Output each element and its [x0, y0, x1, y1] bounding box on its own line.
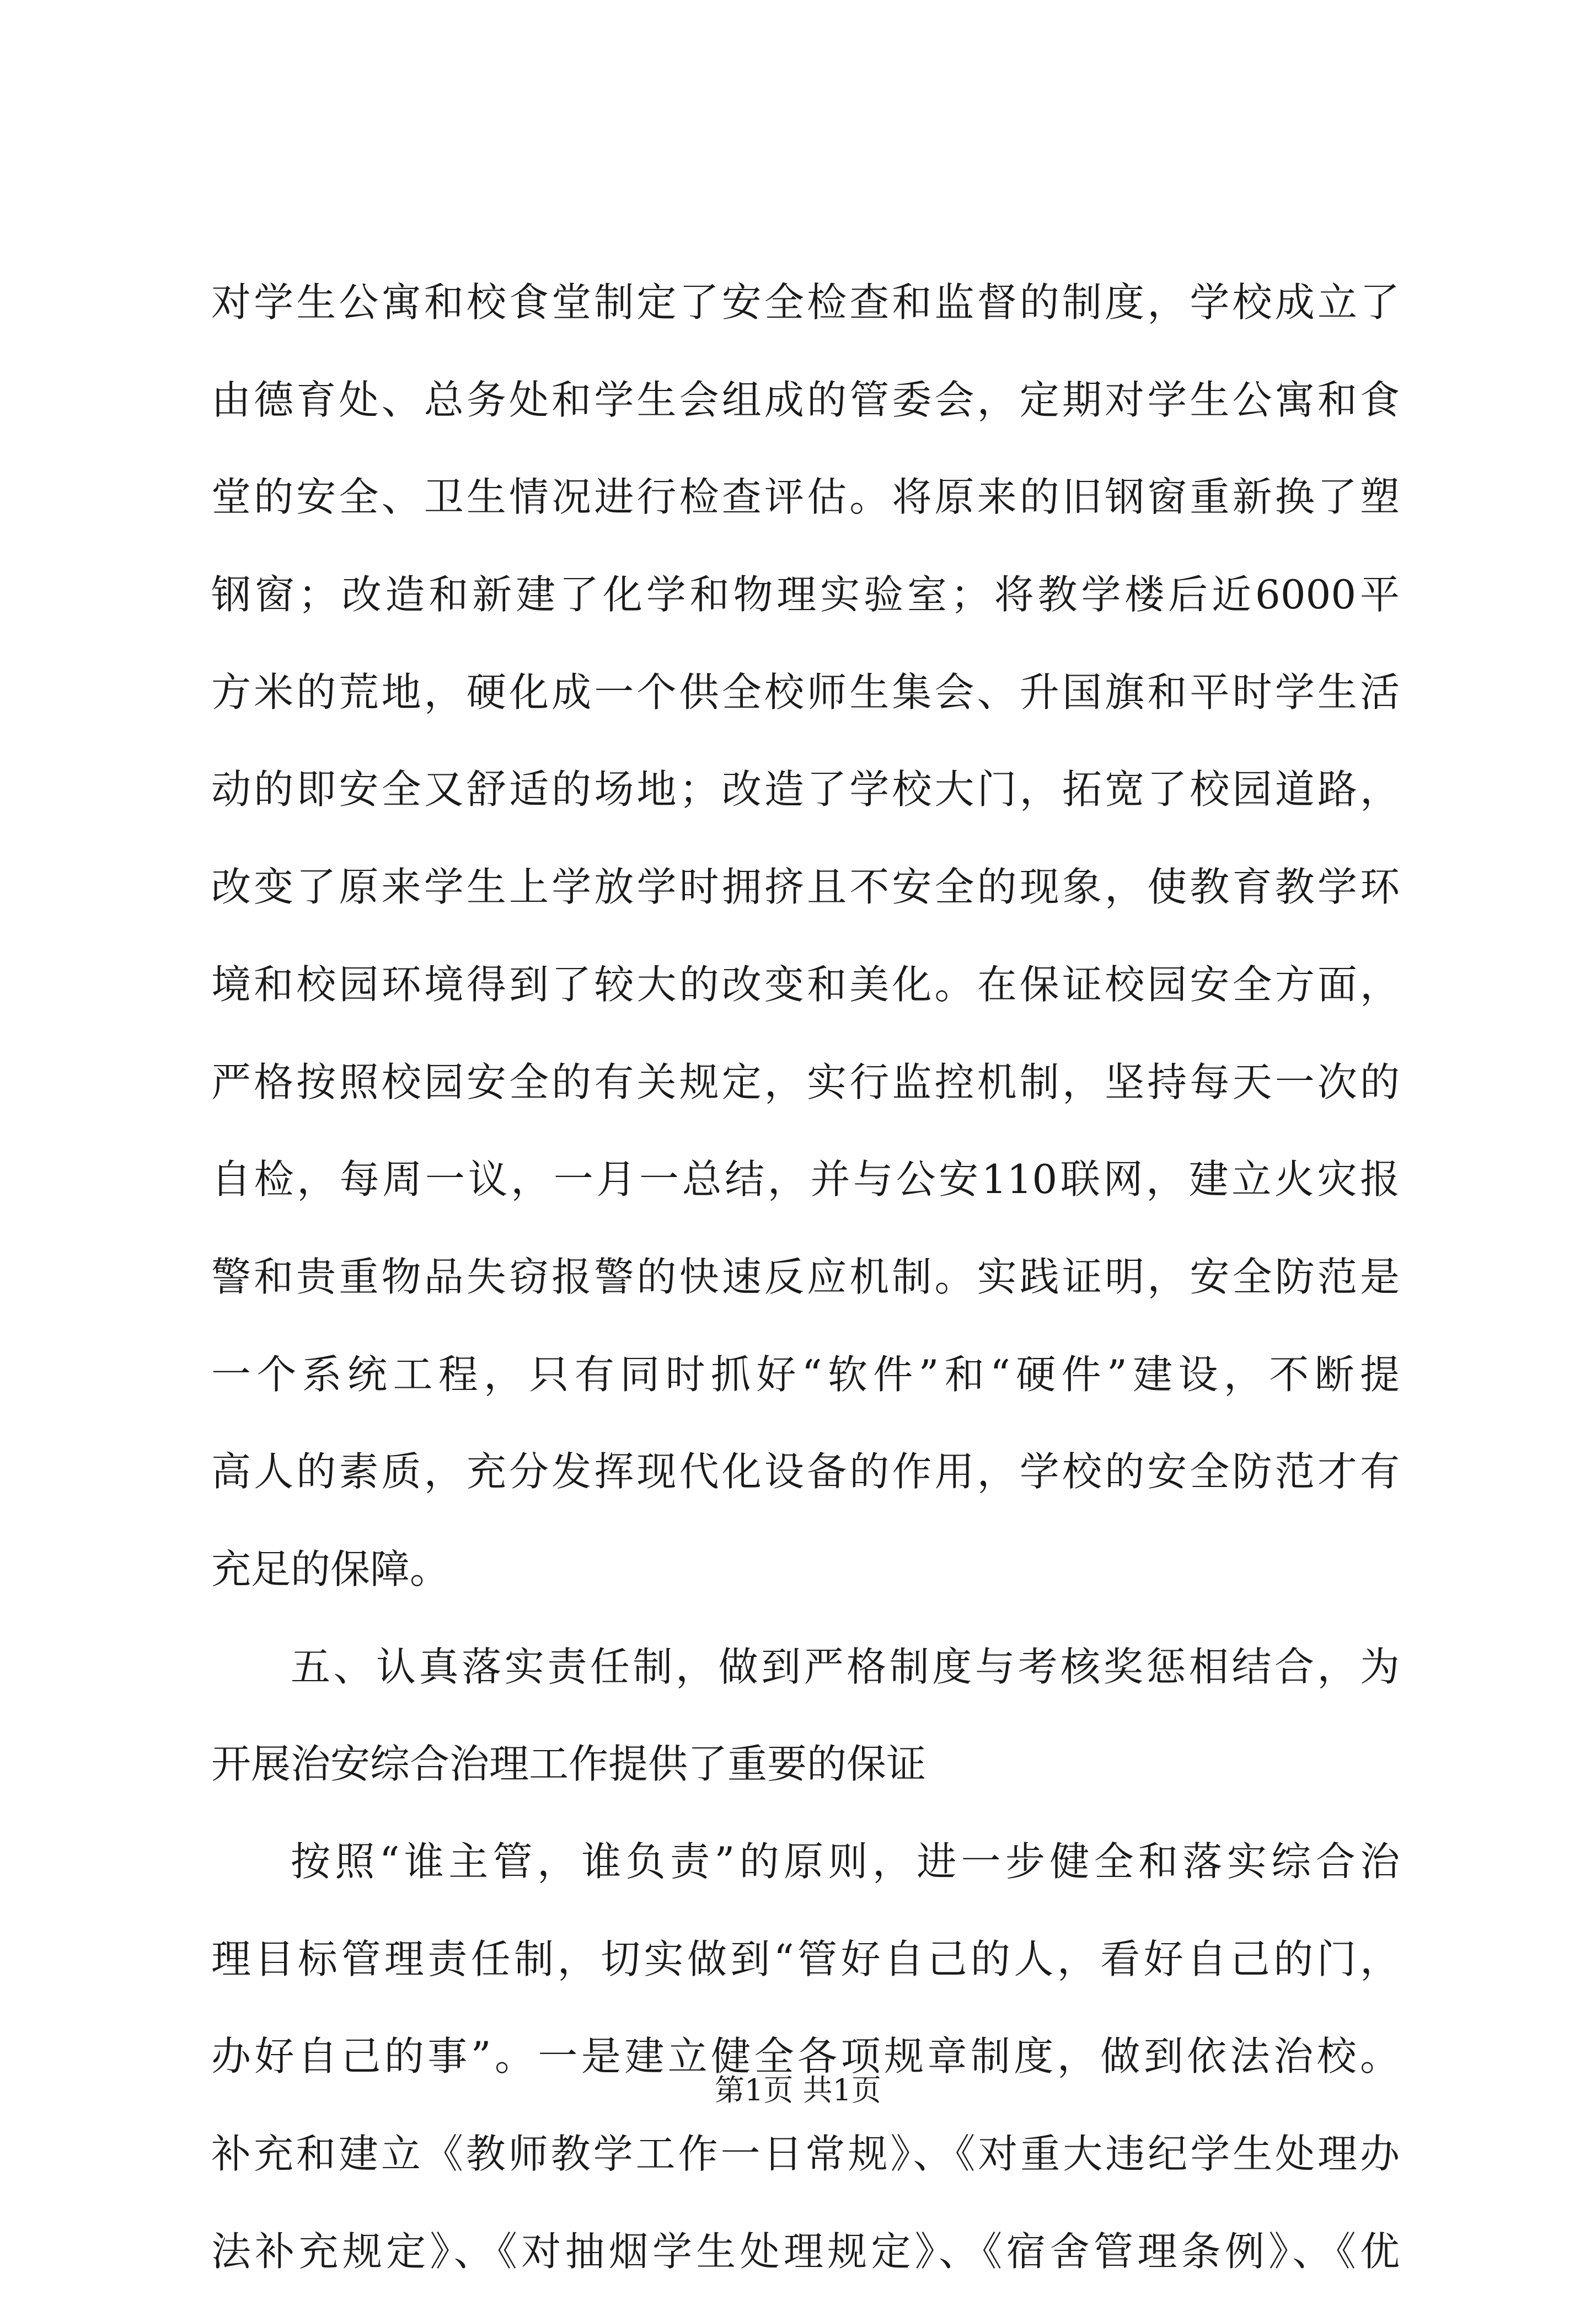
- body-line: 由德育处、总务处和学生会组成的管委会，定期对学生公寓和食: [211, 376, 1400, 423]
- section-heading-line: 开展治安综合治理工作提供了重要的保证: [211, 1741, 926, 1788]
- document-body: [211, 254, 1400, 2300]
- body-line: 自检，每周一议，一月一总结，并与公安110联网，建立火灾报: [211, 1156, 1400, 1203]
- section-heading-line: 五、认真落实责任制，做到严格制度与考核奖惩相结合，为: [291, 1643, 1400, 1690]
- body-line: 钢窗；改造和新建了化学和物理实验室；将教学楼后近6000平: [211, 571, 1400, 618]
- body-line: 严格按照校园安全的有关规定，实行监控机制，坚持每天一次的: [211, 1058, 1400, 1105]
- body-line: 对学生公寓和校食堂制定了安全检查和监督的制度，学校成立了: [211, 279, 1400, 325]
- body-line: 高人的素质，充分发挥现代化设备的作用，学校的安全防范才有: [211, 1448, 1400, 1495]
- body-line: 警和贵重物品失窃报警的快速反应机制。实践证明，安全防范是: [211, 1253, 1400, 1300]
- body-line: 补充和建立《教师教学工作一日常规》、《对重大违纪学生处理办: [211, 2131, 1400, 2178]
- body-line: 理目标管理责任制，切实做到“管好自己的人，看好自己的门，: [211, 1935, 1400, 1982]
- body-line: 充足的保障。: [211, 1545, 450, 1592]
- body-line: 方米的荒地，硬化成一个供全校师生集会、升国旗和平时学生活: [211, 668, 1400, 715]
- body-line: 法补充规定》、《对抽烟学生处理规定》、《宿舍管理条例》、《优: [211, 2228, 1400, 2275]
- body-line: 一个系统工程，只有同时抓好“软件”和“硬件”建设，不断提: [211, 1351, 1400, 1398]
- body-line: 按照“谁主管，谁负责”的原则，进一步健全和落实综合治: [291, 1838, 1400, 1885]
- body-line: 境和校园环境得到了较大的改变和美化。在保证校园安全方面，: [211, 961, 1400, 1008]
- body-line: 堂的安全、卫生情况进行检查评估。将原来的旧钢窗重新换了塑: [211, 474, 1400, 521]
- body-line: 办好自己的事”。一是建立健全各项规章制度，做到依法治校。: [211, 2033, 1400, 2080]
- page-number-label: 第1页 共1页: [715, 2073, 881, 2108]
- body-line: 动的即安全又舒适的场地；改造了学校大门，拓宽了校园道路，: [211, 766, 1400, 813]
- body-line: 改变了原来学生上学放学时拥挤且不安全的现象，使教育教学环: [211, 864, 1400, 911]
- page-footer: [0, 2071, 1596, 2110]
